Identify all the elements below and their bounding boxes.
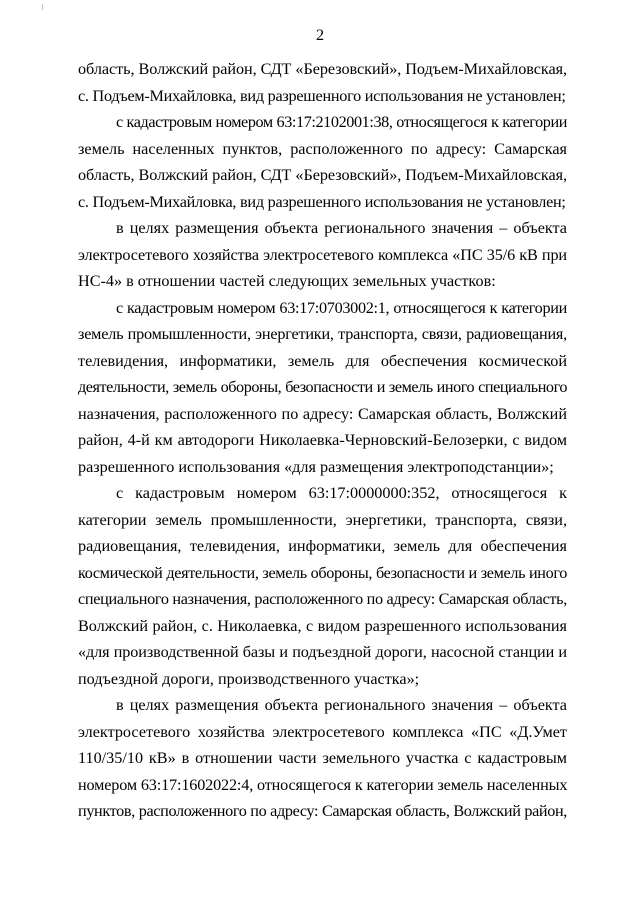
text-line: электросетевого хозяйства электросетевого комплекса «ПС 35/6 кВ при (78, 245, 567, 264)
text-line: пунктов, расположенного по адресу: Самарская область, Волжский район, (78, 802, 567, 820)
text-line: специального назначения, расположенного по адресу: Самарская область, (78, 590, 567, 608)
text-line: с. Подъем-Михайловка, вид разрешенного использования не установлен; (78, 86, 566, 105)
text-line: деятельности, земель обороны, безопасности и земель иного специального (78, 378, 567, 396)
text-line: область, Волжский район, СДТ «Березовский», Подъем-Михайловская, (78, 166, 567, 184)
text-line: разрешенного использования «для размещения электроподстанции»; (78, 457, 554, 476)
page-number: 2 (315, 26, 325, 44)
text-line: 110/35/10 кВ» в отношении части земельного участка с кадастровым (78, 749, 567, 767)
text-line: телевидения, информатики, земель для обеспечения космической (78, 351, 567, 370)
text-line: номером 63:17:1602022:4, относящегося к категории земель населенных (78, 775, 568, 794)
text-line: с кадастровым номером 63:17:2102001:38, относящегося к категории (116, 113, 567, 131)
text-line: в целях размещения объекта регионального значения – объекта (116, 696, 567, 714)
text-line: земель промышленности, энергетики, транспорта, связи, радиовещания, (78, 325, 567, 343)
document-body (78, 56, 567, 825)
text-line: с кадастровым номером 63:17:0703002:1, относящегося к категории (116, 298, 567, 317)
text-line: область, Волжский район, СДТ «Березовский», Подъем-Михайловская, (78, 60, 567, 78)
text-line: категории земель промышленности, энергетики, транспорта, связи, (78, 510, 567, 529)
text-line: Волжский район, с. Николаевка, с видом разрешенного использования (78, 616, 567, 635)
text-line: в целях размещения объекта регионального значения – объекта (116, 219, 567, 237)
text-line: район, 4-й км автодороги Николаевка-Черновский-Белозерки, с видом (78, 431, 567, 449)
text-line: космической деятельности, земель обороны, безопасности и земель иного (78, 563, 567, 582)
text-line: с. Подъем-Михайловка, вид разрешенного использования не установлен; (78, 192, 566, 211)
text-line: НС-4» в отношении частей следующих земельных участков: (78, 272, 496, 290)
text-line: радиовещания, телевидения, информатики, земель для обеспечения (78, 537, 567, 555)
text-line: с кадастровым номером 63:17:0000000:352, относящегося к (116, 484, 567, 502)
text-line: назначения, расположенного по адресу: Самарская область, Волжский (78, 404, 567, 423)
text-line: земель населенных пунктов, расположенного по адресу: Самарская (78, 139, 567, 158)
text-line: электросетевого хозяйства электросетевого комплекса «ПС «Д.Умет (78, 722, 567, 741)
text-line: подъездной дороги, производственного участка»; (78, 669, 420, 688)
scan-mark (42, 4, 45, 10)
text-line: «для производственной базы и подъездной дороги, насосной станции и (78, 643, 567, 661)
